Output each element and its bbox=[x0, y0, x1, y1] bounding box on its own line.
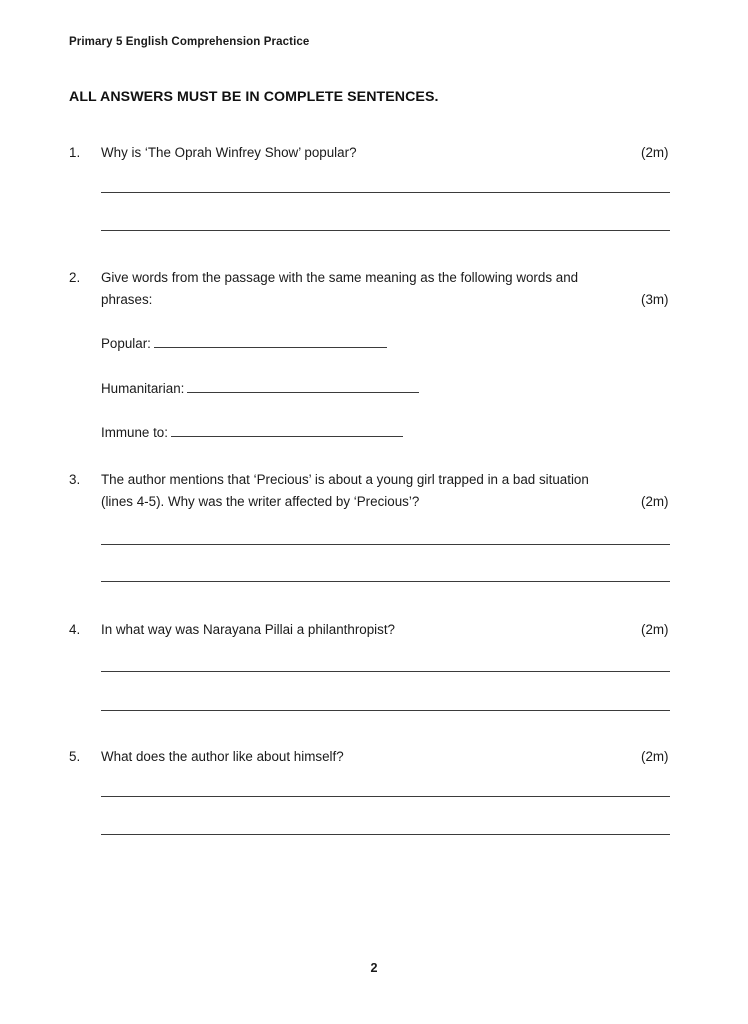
vocab-label-immune-to: Immune to: bbox=[101, 425, 168, 440]
vocab-label-humanitarian: Humanitarian: bbox=[101, 381, 185, 396]
question-3-row bbox=[69, 469, 679, 512]
question-1-text: Why is ‘The Oprah Winfrey Show’ popular? bbox=[101, 145, 357, 160]
question-4-number: 4. bbox=[69, 622, 81, 637]
question-2-text bbox=[101, 267, 679, 310]
instruction-heading: ALL ANSWERS MUST BE IN COMPLETE SENTENCES. bbox=[69, 89, 439, 105]
question-5-number: 5. bbox=[69, 749, 81, 764]
vocab-item-humanitarian bbox=[101, 379, 419, 399]
answer-line[interactable] bbox=[101, 581, 670, 582]
question-2-number: 2. bbox=[69, 270, 81, 285]
answer-line[interactable] bbox=[101, 544, 670, 545]
answer-line[interactable] bbox=[101, 230, 670, 231]
question-3-number: 3. bbox=[69, 472, 81, 487]
vocab-blank-popular[interactable] bbox=[154, 335, 387, 348]
question-1-number: 1. bbox=[69, 145, 81, 160]
question-4-row bbox=[69, 619, 679, 641]
question-4 bbox=[69, 619, 679, 641]
question-5-marks: (2m) bbox=[641, 749, 669, 764]
vocab-blank-humanitarian[interactable] bbox=[187, 380, 419, 393]
vocab-label-popular: Popular: bbox=[101, 336, 151, 351]
answer-line[interactable] bbox=[101, 796, 670, 797]
question-2-row bbox=[69, 267, 679, 310]
vocab-item-popular bbox=[101, 334, 387, 354]
question-2 bbox=[69, 267, 679, 310]
page-number: 2 bbox=[370, 961, 378, 975]
question-4-marks: (2m) bbox=[641, 622, 669, 637]
question-1 bbox=[69, 142, 679, 164]
question-1-row bbox=[69, 142, 679, 164]
question-3-marks: (2m) bbox=[641, 493, 669, 509]
question-1-marks: (2m) bbox=[641, 145, 669, 160]
question-5-text: What does the author like about himself? bbox=[101, 749, 344, 764]
vocab-item-immune-to bbox=[101, 423, 403, 443]
answer-line[interactable] bbox=[101, 192, 670, 193]
answer-line[interactable] bbox=[101, 834, 670, 835]
question-4-text: In what way was Narayana Pillai a philanthropist? bbox=[101, 622, 396, 637]
vocab-blank-immune-to[interactable] bbox=[171, 424, 403, 437]
question-2-text-line-1: Give words from the passage with the same meaning as the following words and bbox=[101, 270, 579, 285]
question-5-row bbox=[69, 746, 679, 768]
question-3-text-line-2: (lines 4-5). Why was the writer affected by ‘Precious’? bbox=[101, 493, 420, 509]
question-3-text bbox=[101, 469, 679, 512]
answer-line[interactable] bbox=[101, 671, 670, 672]
question-2-marks: (3m) bbox=[641, 291, 669, 307]
question-3 bbox=[69, 469, 679, 512]
question-2-text-line-2: phrases: bbox=[101, 291, 153, 307]
running-head: Primary 5 English Comprehension Practice bbox=[69, 36, 310, 48]
question-5 bbox=[69, 746, 679, 768]
answer-line[interactable] bbox=[101, 710, 670, 711]
question-3-text-line-1: The author mentions that ‘Precious’ is about a young girl trapped in a bad situation bbox=[101, 472, 589, 487]
